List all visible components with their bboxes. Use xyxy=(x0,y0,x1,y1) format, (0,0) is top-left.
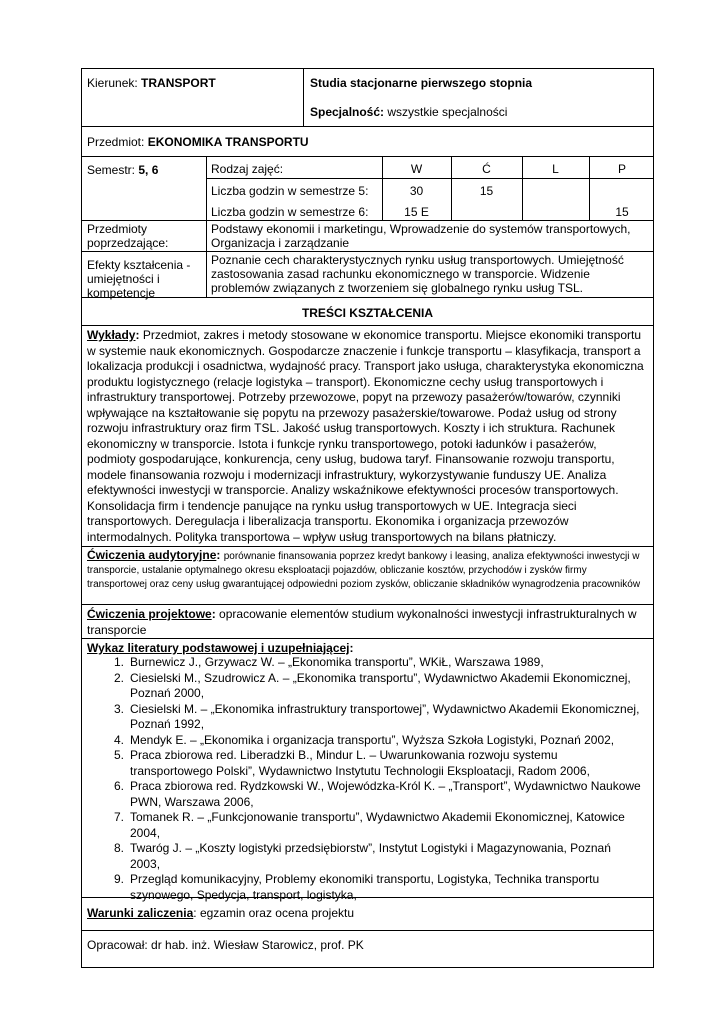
divider xyxy=(206,178,653,179)
item-number: 1. xyxy=(113,655,124,669)
item-number: 5. xyxy=(113,748,124,762)
conditions-label: Warunki zaliczenia xyxy=(87,906,194,920)
list-item xyxy=(102,748,643,779)
item-text: Twaróg J. – „Koszty logistyki przedsiębiorstw”, Instytut Logistyki i Magazynowania, Poznań 2003, xyxy=(130,841,611,871)
item-text: Ciesielski M. – „Ekonomika infrastruktury transportowej”, Wydawnictwo Akademii Ekonomicznej, Poznań 1992, xyxy=(130,701,640,731)
list-item xyxy=(102,810,643,841)
project-paragraph: Ćwiczenia projektowe: opracowanie elementów studium wykonalności inwestycji infrastrukturalnych w transporcie xyxy=(87,607,637,637)
semestr-row xyxy=(82,157,653,221)
specjalnosc-label: Specjalność: xyxy=(310,105,385,119)
rodzaj-zajec-label: Rodzaj zajęć: xyxy=(211,162,284,176)
semestr-value: 5, 6 xyxy=(138,163,159,177)
lectures-text: Przedmiot, zakres i metody stosowane w ekonomice transportu. Miejsce ekonomiki transportu w systemie nauk ekonomicznych. Gospodarcze znaczenie i funkcje transportu – klasyfikacja, transport a lokalizacja produkcji i osadnictwa, wydajność pracy. Transport jako usługa, charakterystyka ekonomiczna produktu logistycznego (relacje logistyka – transport). Ekonomiczne cechy usług transportowych i infrastruktury transportowej. Potrzeby przewozowe, popyt na przewozy pasażerów/towarów, czynniki wpływające na kształtowanie się popytu na przewozy pasażerskie/towarowe. Podaż usług od strony rozwoju infrastruktury oraz firm TSL. Jakość usług transportowych. Koszty i ich struktura. Rachunek ekonomiczny w transporcie. Istota i funkcje rynku transportowego, potoki ładunków i pasażerów, podmioty gospodarujące, konkurencja, ceny usług, budowa taryf. Finansowanie rozwoju transportu, modele finansowania rozwoju i modernizacji infrastruktury, wykorzystywanie funduszy UE. Analiza efektywności inwestycji w transporcie. Analizy wskaźnikowe efektywności procesów transportowych. Konsolidacja firm i tendencje panujące na rynku usług transportowych w UE. Integracja sieci transportowych. Deregulacja i liberalizacja transportu. Ekonomika i organizacja przewozów intermodalnych. Polityka transportowa – wpływ usług transportowych na bilans płatniczy. xyxy=(87,328,644,544)
prerequisites-value: Podstawy ekonomii i marketingu, Wprowadzenie do systemów transportowych, Organizacja i zarządzanie xyxy=(211,222,631,250)
col-p-header: P xyxy=(617,162,626,176)
list-item xyxy=(102,655,643,671)
przedmiot-label: Przedmiot: xyxy=(87,135,145,149)
list-item xyxy=(102,841,643,872)
project-text: opracowanie elementów studium wykonalności inwestycji infrastrukturalnych w transporcie xyxy=(87,607,637,637)
sem6-p: 15 xyxy=(615,205,629,219)
przedmiot-value: EKONOMIKA TRANSPORTU xyxy=(147,135,309,149)
kierunek-value: TRANSPORT xyxy=(141,76,216,90)
auditory-label: Ćwiczenia audytoryjne xyxy=(87,548,217,562)
project-row xyxy=(82,605,653,639)
item-text: Mendyk E. – „Ekonomika i organizacja transportu”, Wyższa Szkoła Logistyki, Poznań 2002, xyxy=(130,732,615,747)
list-item xyxy=(102,671,643,702)
semestr xyxy=(87,163,158,177)
list-item xyxy=(102,733,643,749)
outcomes-value: Poznanie cech charakterystycznych rynku usług transportowych. Umiejętność zastosowania zasad rachunku ekonomicznego w transporcie. Widzenie problemów związanych z tworzeniem się globalnego rynku usług TSL. xyxy=(211,253,624,295)
divider xyxy=(206,157,207,221)
literature-heading: Wykaz literatury podstawowej i uzupełniającej: xyxy=(87,641,354,655)
divider xyxy=(206,221,207,252)
sem6-w: 15 E xyxy=(404,205,429,219)
col-l-header: L xyxy=(552,162,559,176)
outcomes-label: Efekty kształcenia - umiejętności i kompetencje xyxy=(87,258,191,300)
literature-label: Wykaz literatury podstawowej i uzupełniającej xyxy=(87,641,350,655)
lectures-paragraph: Wykłady: Przedmiot, zakres i metody stosowane w ekonomice transportu. Miejsce ekonomiki transportu w systemie nauk ekonomicznych. Gospodarcze znaczenie i funkcje transportu – klasyfikacja, transport a lokalizacja produkcji i osadnictwa, wydajność pracy. Transport jako usługa, charakterystyka ekonomiczna produktu logistycznego (relacje logistyka – transport). Ekonomiczne cechy usług transportowych i infrastruktury transportowej. Potrzeby przewozowe, popyt na przewozy pasażerów/towarów, czynniki wpływające na kształtowanie się popytu na przewozy pasażerskie/towarowe. Podaż usług od strony rozwoju infrastruktury oraz firm TSL. Jakość usług transportowych. Koszty i ich struktura. Rachunek ekonomiczny w transporcie. Istota i funkcje rynku transportowego, potoki ładunków i pasażerów, podmioty gospodarujące, konkurencja, ceny usług, budowa taryf. Finansowanie rozwoju transportu, modele finansowania rozwoju i modernizacji infrastruktury, wykorzystywanie funduszy UE. Analiza efektywności inwestycji w transporcie. Analizy wskaźnikowe efektywności procesów transportowych. Konsolidacja firm i tendencje panujące na rynku usług transportowych w UE. Integracja sieci transportowych. Deregulacja i liberalizacja transportu. Ekonomika i organizacja przewozów intermodalnych. Polityka transportowa – wpływ usług transportowych na bilans płatniczy. xyxy=(87,328,644,544)
prerequisites-label: Przedmioty poprzedzające: xyxy=(87,222,169,250)
divider xyxy=(206,252,207,298)
item-number: 6. xyxy=(113,779,124,793)
project-label: Ćwiczenia projektowe xyxy=(87,607,212,621)
item-text: Praca zbiorowa red. Liberadzki B., Mindur L. – Uwarunkowania rozwoju systemu transportowego Polski”, Wydawnictwo Instytutu Technologii Eksploatacji, Radom 2006, xyxy=(130,748,590,778)
conditions-paragraph: Warunki zaliczenia: egzamin oraz ocena projektu xyxy=(87,906,355,920)
item-text: Tomanek R. – „Funkcjonowanie transportu”, Wydawnictwo Akademii Ekonomicznej, Katowice 2004, xyxy=(130,810,625,840)
sem5-c: 15 xyxy=(479,184,494,198)
literature-list xyxy=(102,655,643,903)
sem5-w: 30 xyxy=(409,184,424,198)
conditions-text: egzamin oraz ocena projektu xyxy=(199,906,355,920)
item-number: 4. xyxy=(113,732,124,747)
outcomes-row xyxy=(82,252,653,298)
item-text: Praca zbiorowa red. Rydzkowski W., Wojewódzka-Król K. – „Transport”, Wydawnictwo Naukowe PWN, Warszawa 2006, xyxy=(130,779,641,809)
author-line: Opracował: dr hab. inż. Wiesław Starowicz, prof. PK xyxy=(87,938,364,952)
list-item xyxy=(102,779,643,810)
divider xyxy=(303,69,304,127)
lectures-row xyxy=(82,326,653,547)
item-number: 2. xyxy=(113,670,124,685)
specjalnosc xyxy=(310,105,507,119)
przedmiot xyxy=(87,135,309,149)
studia xyxy=(310,76,532,90)
sem6-label: Liczba godzin w semestrze 6: xyxy=(211,205,369,219)
item-text: Burnewicz J., Grzywacz W. – „Ekonomika transportu”, WKiŁ, Warszawa 1989, xyxy=(130,655,544,669)
item-number: 8. xyxy=(113,841,124,855)
item-number: 9. xyxy=(113,872,124,886)
auditory-paragraph: Ćwiczenia audytoryjne: porównanie finansowania poprzez kredyt bankowy i leasing, analiza efektywności inwestycji w transporcie, ustalanie optymalnego okresu eksploatacji pojazdów, obliczanie kosztów, przychodów i zysków firmy transportowej oraz ceny usług gwarantującej odpowiedni poziom zysków, obliczanie składników wynagrodzenia pracowników xyxy=(87,548,641,590)
auditory-text: porównanie finansowania poprzez kredyt bankowy i leasing, analiza efektywności inwestycji w transporcie, ustalanie optymalnego okresu eksploatacji pojazdów, obliczanie kosztów, przychodów i zysków firmy transportowej oraz ceny usług gwarantującej odpowiedni poziom zysków, obliczanie składników wynagrodzenia pracowników xyxy=(87,551,641,590)
contents-title-row xyxy=(82,298,653,326)
prerequisites-row xyxy=(82,221,653,252)
contents-title: TREŚCI KSZTAŁCENIA xyxy=(301,306,434,320)
przedmiot-row xyxy=(82,127,653,157)
sem5-label: Liczba godzin w semestrze 5: xyxy=(211,184,369,198)
studia-text: Studia stacjonarne pierwszego stopnia xyxy=(310,76,533,90)
semestr-label: Semestr: xyxy=(87,163,136,177)
specjalnosc-value: wszystkie specjalności xyxy=(387,105,508,119)
kierunek-label: Kierunek: xyxy=(87,76,138,90)
kierunek xyxy=(87,76,216,90)
col-w-header: W xyxy=(410,162,423,176)
item-text: Ciesielski M., Szudrowicz A. – „Ekonomika transportu”, Wydawnictwo Akademii Ekonomicznej, Poznań 2000, xyxy=(130,670,631,700)
auditory-row xyxy=(82,547,653,605)
header-row xyxy=(82,69,653,127)
item-number: 3. xyxy=(113,701,124,716)
item-text: Przegląd komunikacyjny, Problemy ekonomiki transportu, Logistyka, Technika transportu szynowego, Spedycja, transport, logistyka, xyxy=(130,872,600,902)
item-number: 7. xyxy=(113,810,124,824)
list-item xyxy=(102,702,643,733)
col-c-header: Ć xyxy=(482,162,491,176)
conditions-row xyxy=(82,898,653,931)
syllabus-table xyxy=(81,68,654,968)
lectures-label: Wykłady xyxy=(87,328,136,342)
